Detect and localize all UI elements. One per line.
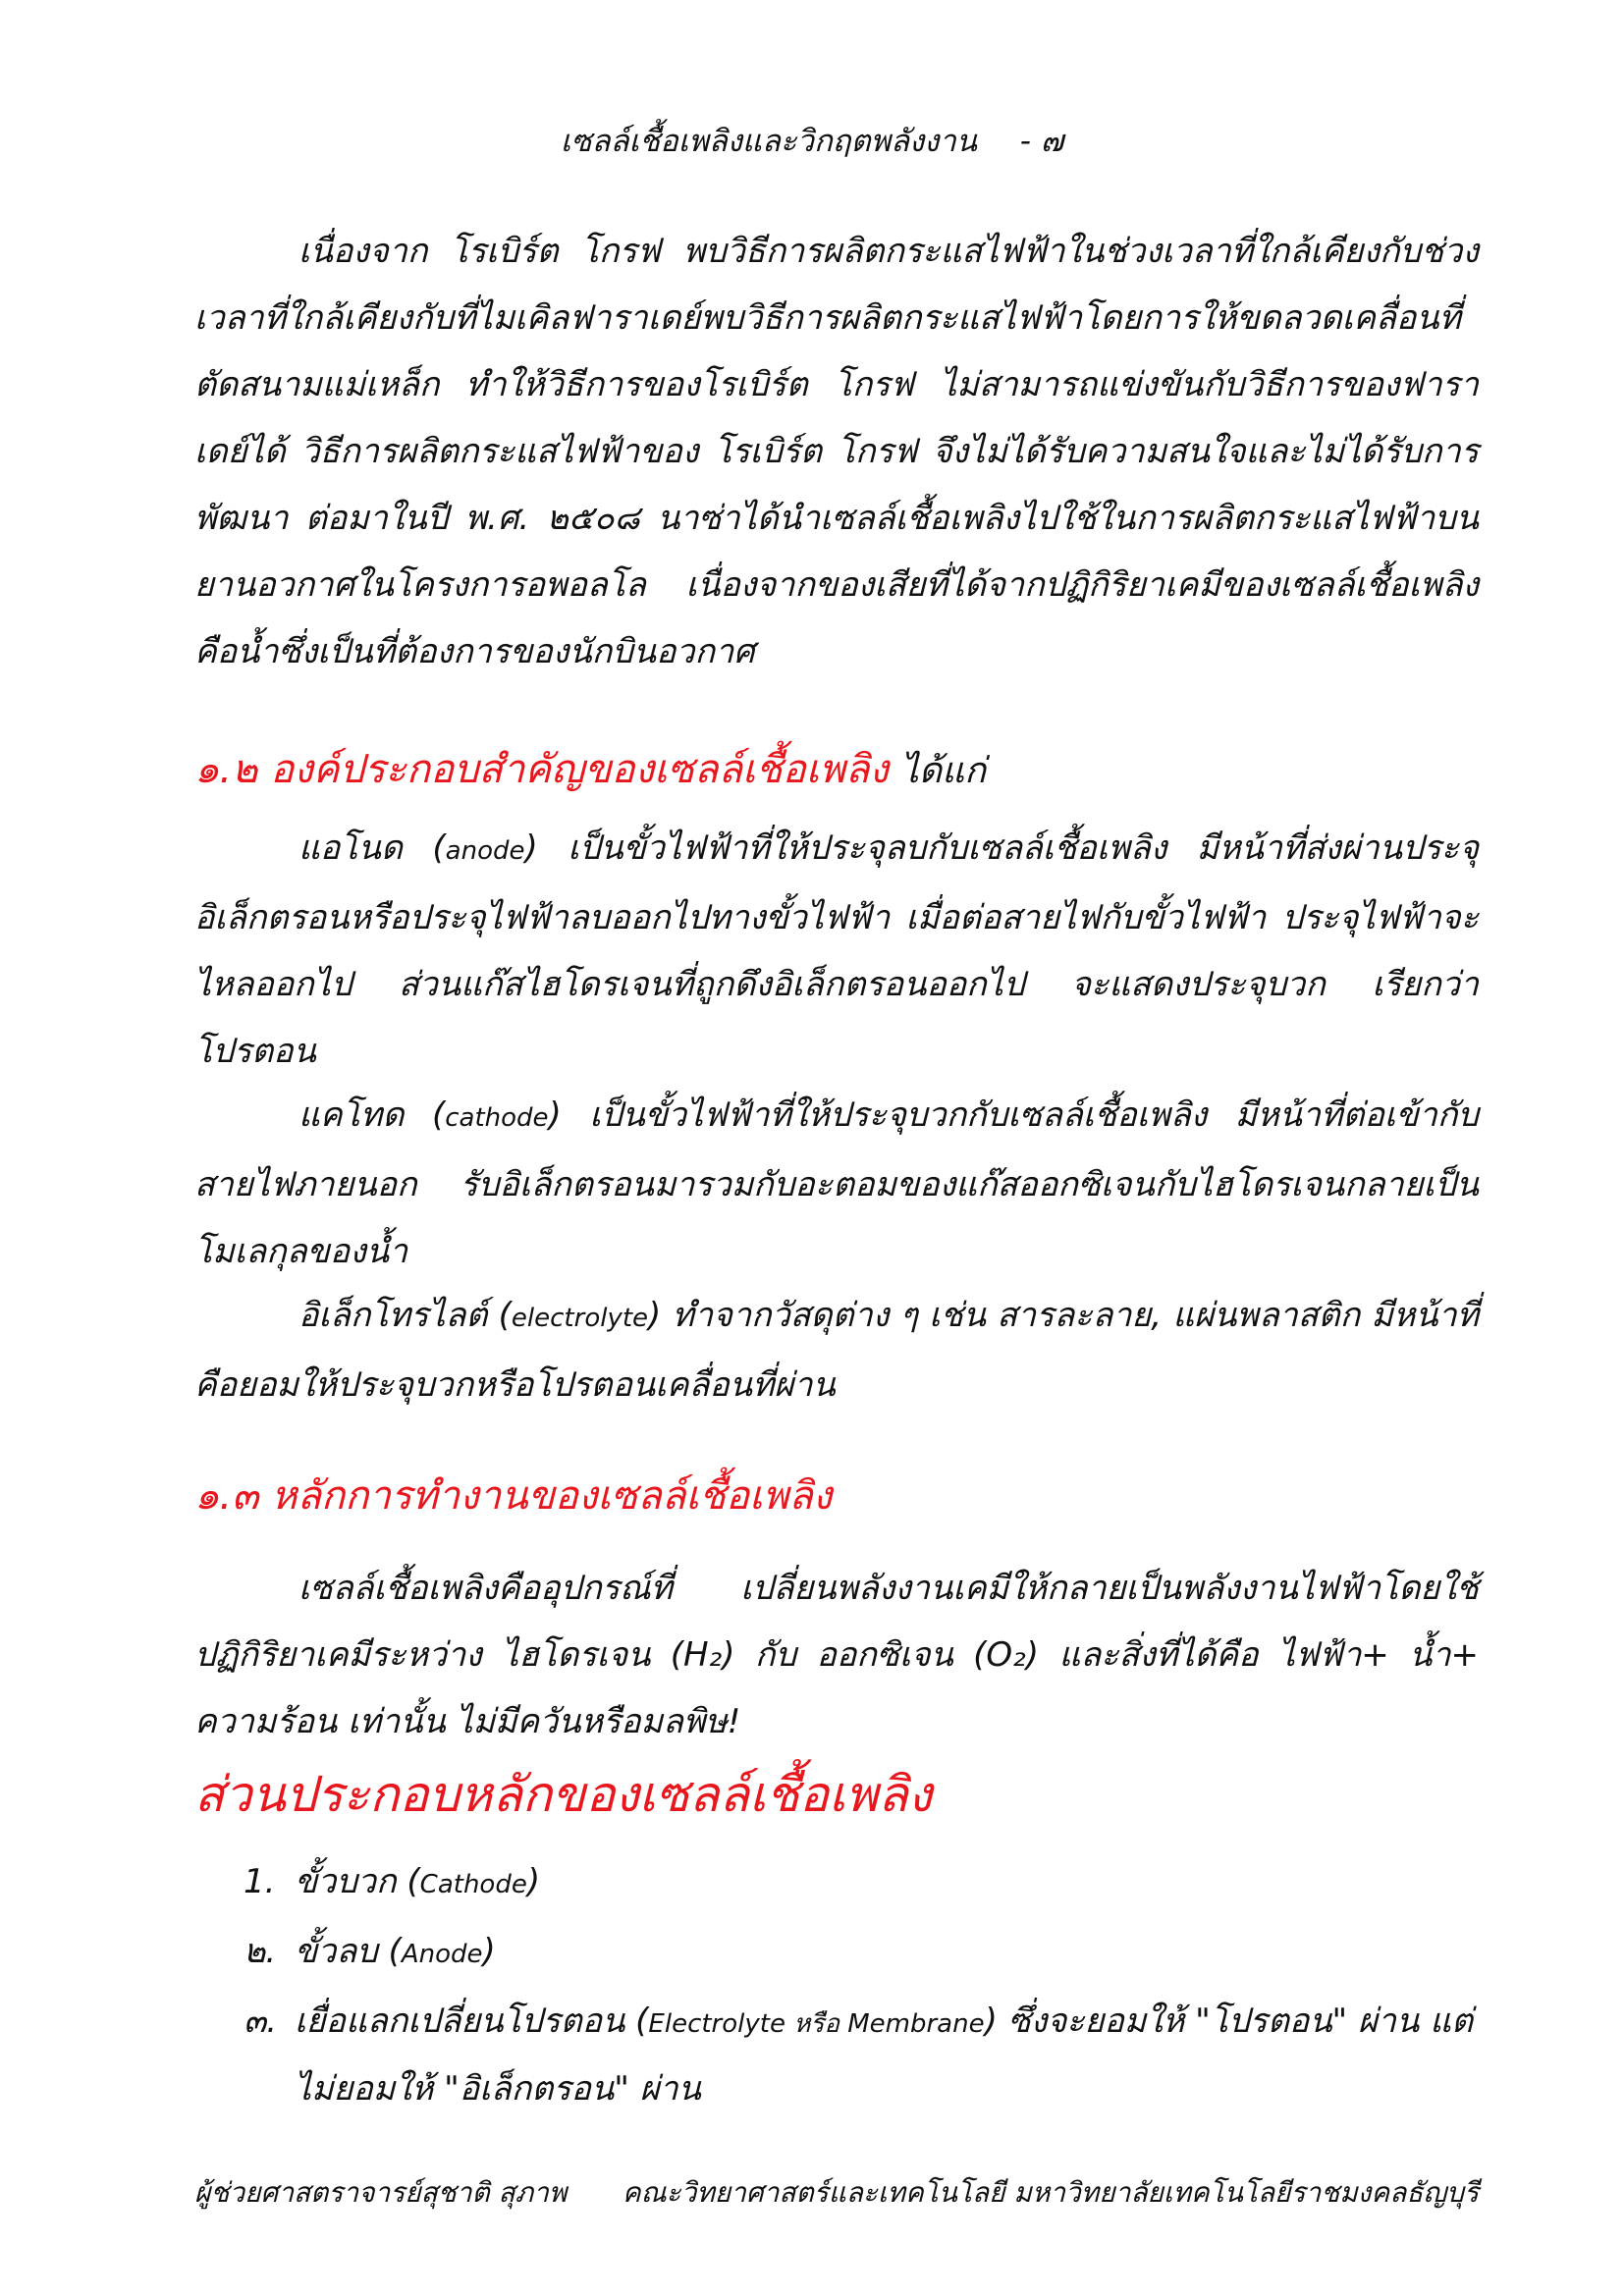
list-item-prefix: เยื่อแลกเปลี่ยนโปรตอน ( xyxy=(295,2002,649,2041)
list-item-suffix: ) xyxy=(526,1862,541,1901)
list-item-suffix: ) xyxy=(482,1932,496,1971)
running-header xyxy=(0,116,1624,165)
main-parts-list xyxy=(244,1849,1479,2123)
electrolyte-term: electrolyte xyxy=(511,1304,649,1333)
cathode-paragraph xyxy=(194,1082,1479,1285)
list-item-number: ๒. xyxy=(244,1932,277,1971)
anode-prefix: แอโนด ( xyxy=(298,828,446,868)
electrolyte-prefix: อิเล็กโทรไลต์ ( xyxy=(298,1296,512,1335)
cathode-text: ) เป็นขั้วไฟฟ้าที่ให้ประจุบวกกับเซลล์เชื้อเพลิง มีหน้าที่ต่อเข้ากับสายไฟภายนอก รับอิเล็กตรอนมารวมกับอะตอมของแก๊สออกซิเจนกับไฮโดรเจนกลายเป็นโมเลกุลของน้ำ xyxy=(194,1095,1480,1271)
list-item-term: Cathode xyxy=(419,1870,527,1899)
list-item-term: Electrolyte หรือ Membrane xyxy=(648,2009,985,2039)
list-item xyxy=(244,1919,1479,1987)
header-page-number: - ๗ xyxy=(1019,124,1064,159)
footer-author: ผู้ช่วยศาสตราจารย์สุชาติ สุภาพ xyxy=(194,2176,568,2209)
section-1-3-paragraph: เซลล์เชื้อเพลิงคืออุปกรณ์ที่ เปลี่ยนพลังงานเคมีให้กลายเป็นพลังงานไฟฟ้าโดยใช้ปฏิกิริยาเคมีระหว่าง ไฮโดรเจน (H₂) กับ ออกซิเจน (O₂) และสิ่งที่ได้คือ ไฟฟ้า+ น้ำ+ ความร้อน เท่านั้น ไม่มีควันหรือมลพิษ! xyxy=(194,1569,1479,1741)
list-item-prefix: ขั้วบวก ( xyxy=(295,1862,420,1901)
section-1-2-suffix: ได้แก่ xyxy=(900,751,987,791)
page-footer xyxy=(194,2171,1479,2215)
list-item-prefix: ขั้วลบ ( xyxy=(295,1932,402,1971)
cathode-prefix: แคโทด ( xyxy=(298,1095,446,1135)
header-title: เซลล์เชื้อเพลิงและวิกฤตพลังงาน xyxy=(560,124,977,159)
list-item-number: ๓. xyxy=(244,2002,278,2041)
section-1-3-heading: ๑.๓ หลักการทำงานของเซลล์เชื้อเพลิง xyxy=(194,1473,833,1519)
list-item xyxy=(244,1989,1479,2121)
intro-paragraph: เนื่องจาก โรเบิร์ต โกรฟ พบวิธีการผลิตกระแสไฟฟ้าในช่วงเวลาที่ใกล้เคียงกับช่วงเวลาที่ใกล้เคียงกับที่ไมเคิลฟาราเดย์พบวิธีการผลิตกระแสไฟฟ้าโดยการให้ขดลวดเคลื่อนที่ตัดสนามแม่เหล็ก ทำให้วิธีการของโรเบิร์ต โกรฟ ไม่สามารถแข่งขันกับวิธีการของฟาราเดย์ได้ วิธีการผลิตกระแสไฟฟ้าของ โรเบิร์ต โกรฟ จึงไม่ได้รับความสนใจและไม่ได้รับการพัฒนา ต่อมาในปี พ.ศ. ๒๕๐๘ นาซ่าได้นำเซลล์เชื้อเพลิงไปใช้ในการผลิตกระแสไฟฟ้าบนยานอวกาศในโครงการอพอลโล เนื่องจากของเสียที่ได้จากปฏิกิริยาเคมีของเซลล์เชื้อเพลิง คือน้ำซึ่งเป็นที่ต้องการของนักบินอวกาศ xyxy=(194,232,1479,671)
electrolyte-paragraph xyxy=(194,1282,1479,1418)
section-1-2-heading xyxy=(194,740,986,801)
anode-paragraph xyxy=(194,815,1479,1085)
list-item-term: Anode xyxy=(401,1940,483,1969)
anode-text: ) เป็นขั้วไฟฟ้าที่ให้ประจุลบกับเซลล์เชื้อเพลิง มีหน้าที่ส่งผ่านประจุอิเล็กตรอนหรือประจุไฟฟ้าลบออกไปทางขั้วไฟฟ้า เมื่อต่อสายไฟกับขั้วไฟฟ้า ประจุไฟฟ้าจะไหลออกไป ส่วนแก๊สไฮโดรเจนที่ถูกดึงอิเล็กตรอนออกไป จะแสดงประจุบวก เรียกว่าโปรตอน xyxy=(194,828,1479,1071)
list-item-suffix: ) ซึ่งจะยอมให้ "โปรตอน" ผ่าน แต่ไม่ยอมให้ "อิเล็กตรอน" ผ่าน xyxy=(295,2002,1474,2109)
cathode-term: cathode xyxy=(445,1103,549,1133)
section-1-2-title: ๑.๒ องค์ประกอบสำคัญของเซลล์เชื้อเพลิง xyxy=(194,747,889,792)
electrolyte-text: ) ทำจากวัสดุต่าง ๆ เช่น สารละลาย, แผ่นพลาสติก มีหน้าที่คือยอมให้ประจุบวกหรือโปรตอนเคลื่อนที่ผ่าน xyxy=(194,1296,1479,1405)
main-parts-heading: ส่วนประกอบหลักของเซลล์เชื้อเพลิง xyxy=(194,1766,933,1823)
list-item xyxy=(244,1849,1479,1917)
list-item-number: 1. xyxy=(244,1862,276,1901)
footer-affiliation: คณะวิทยาศาสตร์และเทคโนโลยี มหาวิทยาลัยเทคโนโลยีราชมงคลธัญบุรี xyxy=(622,2176,1479,2209)
anode-term: anode xyxy=(445,836,525,866)
